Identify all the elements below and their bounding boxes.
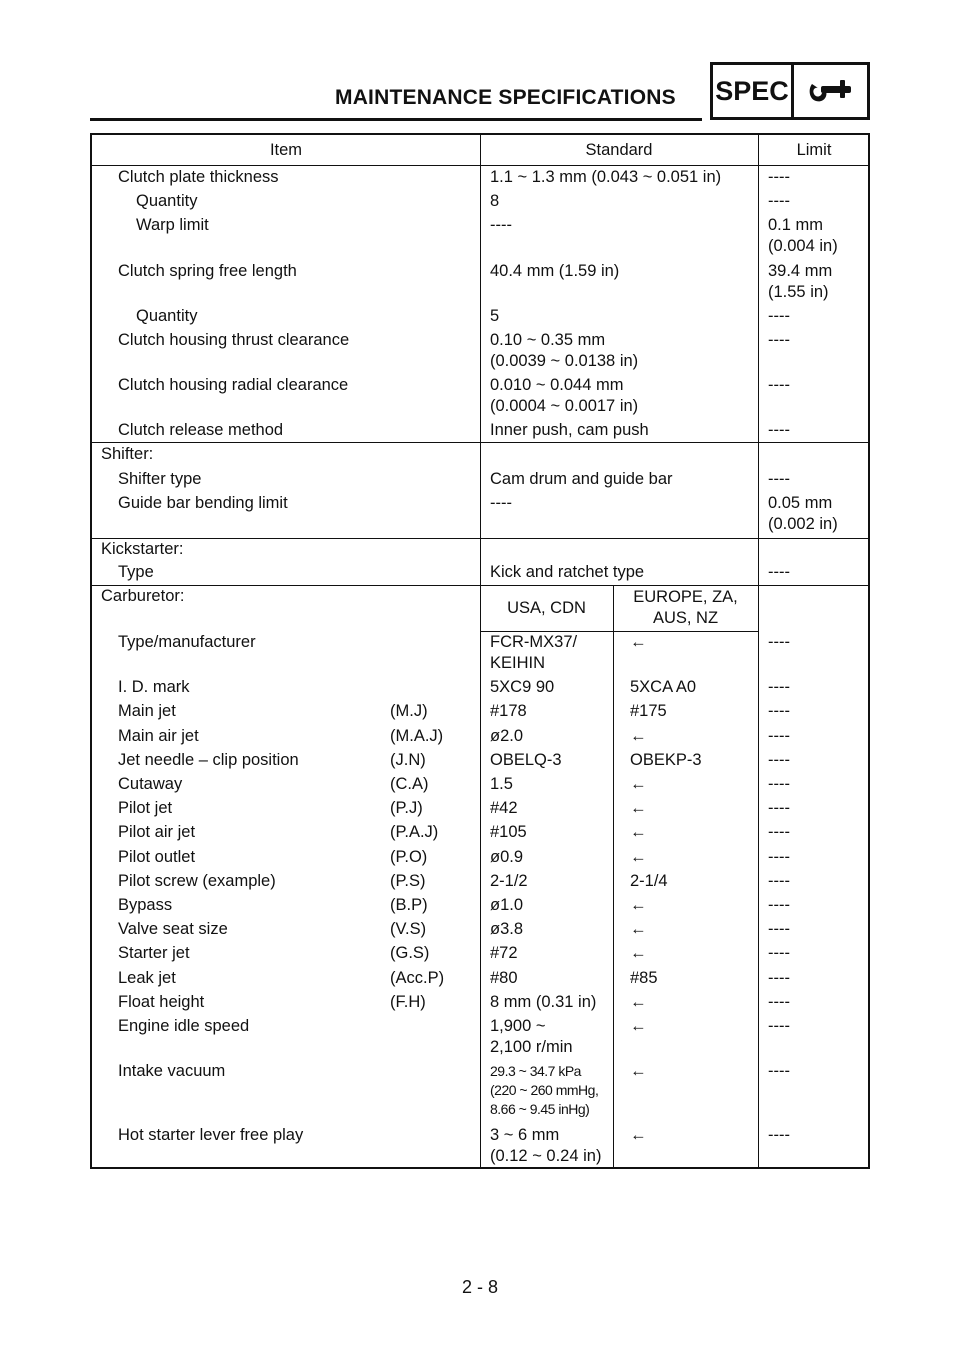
table-row-standard: 8 xyxy=(490,192,500,210)
table-row-usa-cdn: #80 xyxy=(490,969,518,987)
table-row-europe: 5XCA A0 xyxy=(630,678,697,696)
table-row-item: Quantity xyxy=(136,192,198,210)
header-rule xyxy=(92,165,868,166)
table-row-code: (P.J) xyxy=(390,799,423,817)
table-row-usa-cdn: 1,900 ~ xyxy=(490,1017,546,1035)
table-row-limit: ---- xyxy=(768,1062,790,1080)
table-row-item: Clutch spring free length xyxy=(118,262,297,280)
table-row-usa-cdn: ø2.0 xyxy=(490,727,524,745)
table-row-usa-cdn: 8 mm (0.31 in) xyxy=(490,993,597,1011)
table-row-limit: ---- xyxy=(768,1017,790,1035)
table-row-item: Clutch release method xyxy=(118,421,284,439)
table-row-standard: ---- xyxy=(490,494,512,512)
col-header-limit: Limit xyxy=(796,141,832,159)
table-row-limit: 0.1 mm xyxy=(768,216,824,234)
table-row-limit: ---- xyxy=(768,168,790,186)
table-row-europe: ← xyxy=(630,633,647,651)
table-row-code: (M.J) xyxy=(390,702,428,720)
table-row-item: Clutch plate thickness xyxy=(118,168,279,186)
table-row-europe: ← xyxy=(630,727,647,745)
table-row-usa-cdn: KEIHIN xyxy=(490,654,546,672)
table-row-item: Float height xyxy=(118,993,205,1011)
table-row-limit: ---- xyxy=(768,896,790,914)
page-title: MAINTENANCE SPECIFICATIONS xyxy=(335,86,676,109)
table-row-europe: OBEKP-3 xyxy=(630,751,702,769)
table-row-item: Bypass xyxy=(118,896,173,914)
table-row-standard: (0.0004 ~ 0.0017 in) xyxy=(490,397,639,415)
table-row-europe: ← xyxy=(630,920,647,938)
table-row-code: (P.A.J) xyxy=(390,823,439,841)
table-row-limit: ---- xyxy=(768,799,790,817)
table-row-item: Pilot outlet xyxy=(118,848,196,866)
table-row-limit: ---- xyxy=(768,993,790,1011)
table-row-europe: ← xyxy=(630,848,647,866)
table-row-limit: ---- xyxy=(768,563,790,581)
variant-header-europe-2: AUS, NZ xyxy=(652,609,719,627)
table-row-standard: 5 xyxy=(490,307,500,325)
table-row-item: Shifter: xyxy=(101,445,154,463)
table-row-usa-cdn: #42 xyxy=(490,799,518,817)
table-row-europe: ← xyxy=(630,1126,647,1144)
table-row-code: (F.H) xyxy=(390,993,426,1011)
table-row-usa-cdn: 1.5 xyxy=(490,775,513,793)
table-row-limit: ---- xyxy=(768,969,790,987)
table-row-item: Clutch housing radial clearance xyxy=(118,376,349,394)
table-row-item: Main jet xyxy=(118,702,176,720)
table-row-item: Engine idle speed xyxy=(118,1017,250,1035)
table-row-item: Leak jet xyxy=(118,969,176,987)
table-row-item: Cutaway xyxy=(118,775,183,793)
spec-badge: SPEC xyxy=(710,62,794,120)
table-row-item: Type xyxy=(118,563,154,581)
table-row-item: Pilot jet xyxy=(118,799,173,817)
table-row-item: Clutch housing thrust clearance xyxy=(118,331,350,349)
table-row-standard: ---- xyxy=(490,216,512,234)
table-row-item: Warp limit xyxy=(136,216,209,234)
table-row-limit: ---- xyxy=(768,727,790,745)
table-row-item: Main air jet xyxy=(118,727,199,745)
table-row-item: Jet needle – clip position xyxy=(118,751,299,769)
table-row-usa-cdn: 2,100 r/min xyxy=(490,1038,573,1056)
table-row-item: Kickstarter: xyxy=(101,540,184,558)
table-row-usa-cdn: 8.66 ~ 9.45 inHg) xyxy=(490,1101,590,1117)
table-row-limit: ---- xyxy=(768,848,790,866)
table-row-europe: ← xyxy=(630,823,647,841)
table-row-code: (G.S) xyxy=(390,944,430,962)
table-row-usa-cdn: (220 ~ 260 mmHg, xyxy=(490,1082,599,1098)
table-row-limit: ---- xyxy=(768,920,790,938)
table-row-code: (Acc.P) xyxy=(390,969,445,987)
table-row-europe: #175 xyxy=(630,702,667,720)
table-row-europe: ← xyxy=(630,1017,647,1035)
table-row-limit: ---- xyxy=(768,872,790,890)
table-row-usa-cdn: ø3.8 xyxy=(490,920,524,938)
col-divider-limit xyxy=(758,135,759,1167)
table-row-europe: 2-1/4 xyxy=(630,872,668,890)
section-rule-kickstarter xyxy=(92,538,868,539)
table-row-europe: ← xyxy=(630,775,647,793)
table-row-limit: ---- xyxy=(768,823,790,841)
table-row-europe: ← xyxy=(630,799,647,817)
page-number: 2 - 8 xyxy=(461,1277,499,1297)
table-row-limit: (0.002 in) xyxy=(768,515,838,533)
spec-table xyxy=(90,133,870,1169)
table-row-limit: ---- xyxy=(768,470,790,488)
table-row-limit: ---- xyxy=(768,633,790,651)
table-row-standard: 40.4 mm (1.59 in) xyxy=(490,262,620,280)
table-row-europe: ← xyxy=(630,993,647,1011)
title-underline xyxy=(90,118,702,121)
table-row-code: (P.S) xyxy=(390,872,426,890)
table-row-code: (B.P) xyxy=(390,896,428,914)
table-row-code: (M.A.J) xyxy=(390,727,444,745)
table-row-limit: ---- xyxy=(768,702,790,720)
table-row-item: Starter jet xyxy=(118,944,190,962)
table-row-standard: 1.1 ~ 1.3 mm (0.043 ~ 0.051 in) xyxy=(490,168,722,186)
table-row-limit: ---- xyxy=(768,1126,790,1144)
table-row-code: (J.N) xyxy=(390,751,426,769)
table-row-item: Pilot air jet xyxy=(118,823,196,841)
table-row-usa-cdn: 3 ~ 6 mm xyxy=(490,1126,560,1144)
table-row-europe: ← xyxy=(630,944,647,962)
col-header-standard: Standard xyxy=(585,141,653,159)
table-row-limit: ---- xyxy=(768,376,790,394)
table-row-limit: ---- xyxy=(768,331,790,349)
table-row-limit: ---- xyxy=(768,421,790,439)
table-row-item: Valve seat size xyxy=(118,920,228,938)
table-row-usa-cdn: FCR-MX37/ xyxy=(490,633,578,651)
table-row-europe: #85 xyxy=(630,969,658,987)
table-row-usa-cdn: 29.3 ~ 34.7 kPa xyxy=(490,1063,581,1079)
table-row-standard: 0.10 ~ 0.35 mm xyxy=(490,331,606,349)
table-row-item: Quantity xyxy=(136,307,198,325)
table-row-standard: Inner push, cam push xyxy=(490,421,649,439)
table-row-usa-cdn: 5XC9 90 xyxy=(490,678,555,696)
table-row-europe: ← xyxy=(630,896,647,914)
table-row-code: (P.O) xyxy=(390,848,428,866)
table-row-usa-cdn: ø1.0 xyxy=(490,896,524,914)
variant-header-usa: USA, CDN xyxy=(507,599,586,617)
table-row-usa-cdn: ø0.9 xyxy=(490,848,524,866)
table-row-usa-cdn: #105 xyxy=(490,823,527,841)
section-rule-shifter xyxy=(92,442,868,443)
section-rule-carburetor xyxy=(92,585,868,586)
table-row-item: Pilot screw (example) xyxy=(118,872,276,890)
table-row-limit: (0.004 in) xyxy=(768,237,838,255)
table-row-item: Carburetor: xyxy=(101,587,185,605)
table-row-item: Guide bar bending limit xyxy=(118,494,288,512)
table-row-limit: ---- xyxy=(768,307,790,325)
table-row-standard: (0.0039 ~ 0.0138 in) xyxy=(490,352,639,370)
table-row-item: I. D. mark xyxy=(118,678,190,696)
table-row-usa-cdn: (0.12 ~ 0.24 in) xyxy=(490,1147,602,1165)
variant-header-europe: EUROPE, ZA, xyxy=(633,588,738,606)
table-row-limit: ---- xyxy=(768,192,790,210)
table-row-usa-cdn: 2-1/2 xyxy=(490,872,528,890)
table-row-limit: (1.55 in) xyxy=(768,283,829,301)
table-row-standard: 0.010 ~ 0.044 mm xyxy=(490,376,624,394)
table-row-limit: ---- xyxy=(768,944,790,962)
table-row-code: (V.S) xyxy=(390,920,427,938)
table-row-limit: ---- xyxy=(768,775,790,793)
table-row-usa-cdn: OBELQ-3 xyxy=(490,751,562,769)
col-divider-standard xyxy=(480,135,481,1167)
table-row-europe: ← xyxy=(630,1062,647,1080)
table-row-limit: 39.4 mm xyxy=(768,262,833,280)
table-row-limit: 0.05 mm xyxy=(768,494,833,512)
table-row-usa-cdn: #72 xyxy=(490,944,518,962)
table-row-item: Intake vacuum xyxy=(118,1062,226,1080)
tool-wrench-icon xyxy=(794,62,870,120)
table-row-code: (C.A) xyxy=(390,775,429,793)
col-header-item: Item xyxy=(269,141,303,159)
table-row-item: Hot starter lever free play xyxy=(118,1126,304,1144)
table-row-limit: ---- xyxy=(768,751,790,769)
table-row-usa-cdn: #178 xyxy=(490,702,527,720)
table-row-limit: ---- xyxy=(768,678,790,696)
col-divider-variant xyxy=(613,585,614,1169)
table-row-standard: Cam drum and guide bar xyxy=(490,470,673,488)
table-row-standard: Kick and ratchet type xyxy=(490,563,645,581)
table-row-item: Shifter type xyxy=(118,470,202,488)
table-row-item: Type/manufacturer xyxy=(118,633,256,651)
